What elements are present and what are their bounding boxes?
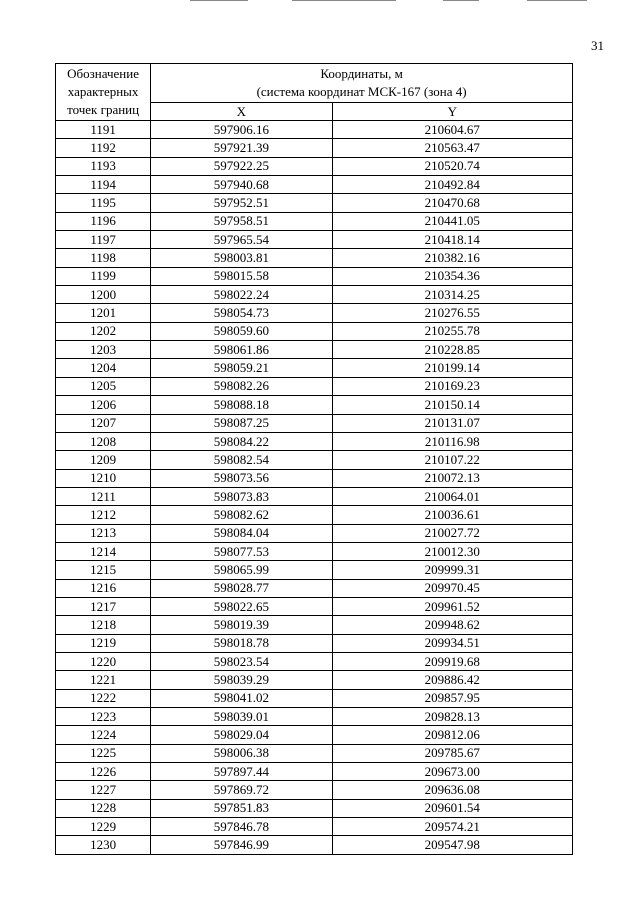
- x-coordinate-cell: 598087.25: [151, 414, 332, 432]
- point-cell: 1195: [56, 194, 151, 212]
- y-coordinate-cell: 210314.25: [332, 286, 572, 304]
- y-coordinate-cell: 209948.62: [332, 616, 572, 634]
- table-row: [56, 121, 573, 139]
- point-cell: 1222: [56, 689, 151, 707]
- x-coordinate-cell: 598082.54: [151, 451, 332, 469]
- table-row: [56, 799, 573, 817]
- point-header-line-3: точек границ: [67, 102, 140, 117]
- x-coordinate-cell: 598039.29: [151, 671, 332, 689]
- table-row: [56, 231, 573, 249]
- top-rule-1: [190, 0, 248, 1]
- table-row: [56, 212, 573, 230]
- x-coordinate-cell: 598059.60: [151, 322, 332, 340]
- point-cell: 1191: [56, 121, 151, 139]
- table-row: [56, 708, 573, 726]
- x-coordinate-cell: 598028.77: [151, 579, 332, 597]
- y-coordinate-cell: 210012.30: [332, 542, 572, 560]
- x-coordinate-cell: 598054.73: [151, 304, 332, 322]
- x-coordinate-cell: 598073.83: [151, 487, 332, 505]
- x-coordinate-cell: 597869.72: [151, 781, 332, 799]
- x-coordinate-cell: 598015.58: [151, 267, 332, 285]
- table-row: [56, 652, 573, 670]
- x-coordinate-cell: 597940.68: [151, 176, 332, 194]
- table-row: [56, 432, 573, 450]
- point-cell: 1217: [56, 597, 151, 615]
- y-coordinate-cell: 210107.22: [332, 451, 572, 469]
- table-row: [56, 341, 573, 359]
- table-row: [56, 267, 573, 285]
- top-rule-2: [292, 0, 396, 1]
- table-row: [56, 689, 573, 707]
- coordinates-title: Координаты, м: [320, 66, 403, 81]
- table-row: [56, 487, 573, 505]
- table-row: [56, 506, 573, 524]
- table-row: [56, 286, 573, 304]
- x-column-header: X: [151, 103, 332, 121]
- y-coordinate-cell: 209574.21: [332, 818, 572, 836]
- y-coordinate-cell: 209812.06: [332, 726, 572, 744]
- table-header-row: [56, 64, 573, 103]
- y-coordinate-cell: 210169.23: [332, 377, 572, 395]
- y-coordinate-cell: 210199.14: [332, 359, 572, 377]
- table-row: [56, 561, 573, 579]
- table-row: [56, 616, 573, 634]
- point-cell: 1196: [56, 212, 151, 230]
- point-cell: 1205: [56, 377, 151, 395]
- x-coordinate-cell: 598061.86: [151, 341, 332, 359]
- point-header-line-2: характерных: [67, 84, 139, 99]
- x-coordinate-cell: 597922.25: [151, 157, 332, 175]
- y-coordinate-cell: 209828.13: [332, 708, 572, 726]
- x-coordinate-cell: 597897.44: [151, 763, 332, 781]
- x-coordinate-cell: 598059.21: [151, 359, 332, 377]
- y-coordinate-cell: 210354.36: [332, 267, 572, 285]
- point-cell: 1203: [56, 341, 151, 359]
- x-coordinate-cell: 598088.18: [151, 396, 332, 414]
- point-cell: 1221: [56, 671, 151, 689]
- y-coordinate-cell: 210072.13: [332, 469, 572, 487]
- x-coordinate-cell: 598022.65: [151, 597, 332, 615]
- y-coordinate-cell: 210492.84: [332, 176, 572, 194]
- top-scan-rules: [0, 0, 640, 4]
- table-row: [56, 597, 573, 615]
- table-row: [56, 671, 573, 689]
- top-rule-4: [527, 0, 587, 1]
- y-coordinate-cell: 209547.98: [332, 836, 572, 854]
- point-cell: 1210: [56, 469, 151, 487]
- point-cell: 1201: [56, 304, 151, 322]
- y-coordinate-cell: 210036.61: [332, 506, 572, 524]
- y-coordinate-cell: 210027.72: [332, 524, 572, 542]
- top-rule-3: [443, 0, 479, 1]
- table-row: [56, 414, 573, 432]
- y-coordinate-cell: 209999.31: [332, 561, 572, 579]
- table-row: [56, 176, 573, 194]
- y-coordinate-cell: 210228.85: [332, 341, 572, 359]
- y-coordinate-cell: 210563.47: [332, 139, 572, 157]
- point-cell: 1226: [56, 763, 151, 781]
- point-cell: 1230: [56, 836, 151, 854]
- point-cell: 1211: [56, 487, 151, 505]
- table-row: [56, 726, 573, 744]
- y-coordinate-cell: 210382.16: [332, 249, 572, 267]
- point-cell: 1202: [56, 322, 151, 340]
- x-coordinate-cell: 597906.16: [151, 121, 332, 139]
- x-coordinate-cell: 598073.56: [151, 469, 332, 487]
- point-cell: 1214: [56, 542, 151, 560]
- table-row: [56, 377, 573, 395]
- point-cell: 1227: [56, 781, 151, 799]
- table-row: [56, 836, 573, 854]
- table-row: [56, 524, 573, 542]
- point-cell: 1198: [56, 249, 151, 267]
- point-cell: 1228: [56, 799, 151, 817]
- point-cell: 1219: [56, 634, 151, 652]
- table-row: [56, 818, 573, 836]
- y-coordinate-cell: 210276.55: [332, 304, 572, 322]
- y-coordinate-cell: 209673.00: [332, 763, 572, 781]
- y-coordinate-cell: 209785.67: [332, 744, 572, 762]
- table-row: [56, 322, 573, 340]
- point-cell: 1193: [56, 157, 151, 175]
- table-row: [56, 139, 573, 157]
- x-coordinate-cell: 597965.54: [151, 231, 332, 249]
- x-coordinate-cell: 597846.99: [151, 836, 332, 854]
- point-cell: 1225: [56, 744, 151, 762]
- table-row: [56, 157, 573, 175]
- x-coordinate-cell: 598082.26: [151, 377, 332, 395]
- table-row: [56, 542, 573, 560]
- x-coordinate-cell: 598082.62: [151, 506, 332, 524]
- y-coordinate-cell: 210131.07: [332, 414, 572, 432]
- x-coordinate-cell: 598018.78: [151, 634, 332, 652]
- x-coordinate-cell: 597846.78: [151, 818, 332, 836]
- point-cell: 1218: [56, 616, 151, 634]
- point-cell: 1223: [56, 708, 151, 726]
- y-coordinate-cell: 209970.45: [332, 579, 572, 597]
- x-coordinate-cell: 598084.04: [151, 524, 332, 542]
- y-coordinate-cell: 209857.95: [332, 689, 572, 707]
- table-row: [56, 249, 573, 267]
- point-cell: 1199: [56, 267, 151, 285]
- y-coordinate-cell: 210116.98: [332, 432, 572, 450]
- point-cell: 1215: [56, 561, 151, 579]
- x-coordinate-cell: 597921.39: [151, 139, 332, 157]
- x-coordinate-cell: 598019.39: [151, 616, 332, 634]
- y-coordinate-cell: 209886.42: [332, 671, 572, 689]
- y-coordinate-cell: 210255.78: [332, 322, 572, 340]
- page-number: 31: [591, 38, 604, 53]
- point-cell: 1220: [56, 652, 151, 670]
- coordinates-table-body: [56, 64, 573, 855]
- point-cell: 1224: [56, 726, 151, 744]
- x-coordinate-cell: 598023.54: [151, 652, 332, 670]
- y-coordinate-cell: 210604.67: [332, 121, 572, 139]
- y-coordinate-cell: 210064.01: [332, 487, 572, 505]
- x-coordinate-cell: 597952.51: [151, 194, 332, 212]
- point-cell: 1192: [56, 139, 151, 157]
- y-coordinate-cell: 209636.08: [332, 781, 572, 799]
- y-coordinate-cell: 210150.14: [332, 396, 572, 414]
- x-coordinate-cell: 598003.81: [151, 249, 332, 267]
- y-coordinate-cell: 210441.05: [332, 212, 572, 230]
- point-cell: 1212: [56, 506, 151, 524]
- point-cell: 1204: [56, 359, 151, 377]
- table-row: [56, 396, 573, 414]
- x-coordinate-cell: 598041.02: [151, 689, 332, 707]
- coordinates-header: [151, 64, 573, 103]
- point-column-header: [56, 64, 151, 121]
- x-coordinate-cell: 598006.38: [151, 744, 332, 762]
- table-row: [56, 781, 573, 799]
- point-cell: 1209: [56, 451, 151, 469]
- x-coordinate-cell: 598084.22: [151, 432, 332, 450]
- point-cell: 1206: [56, 396, 151, 414]
- y-coordinate-cell: 209919.68: [332, 652, 572, 670]
- table-row: [56, 744, 573, 762]
- point-cell: 1197: [56, 231, 151, 249]
- x-coordinate-cell: 598029.04: [151, 726, 332, 744]
- x-coordinate-cell: 597851.83: [151, 799, 332, 817]
- point-cell: 1200: [56, 286, 151, 304]
- y-column-header: Y: [332, 103, 572, 121]
- y-coordinate-cell: 210520.74: [332, 157, 572, 175]
- table-row: [56, 634, 573, 652]
- point-cell: 1229: [56, 818, 151, 836]
- coordinate-system-label: (система координат МСК-167 (зона 4): [256, 84, 467, 99]
- y-coordinate-cell: 209934.51: [332, 634, 572, 652]
- point-cell: 1194: [56, 176, 151, 194]
- table-row: [56, 359, 573, 377]
- point-cell: 1208: [56, 432, 151, 450]
- y-coordinate-cell: 209601.54: [332, 799, 572, 817]
- point-header-line-1: Обозначение: [67, 66, 139, 81]
- table-row: [56, 194, 573, 212]
- point-cell: 1216: [56, 579, 151, 597]
- y-coordinate-cell: 209961.52: [332, 597, 572, 615]
- point-cell: 1207: [56, 414, 151, 432]
- coordinates-table: [55, 63, 573, 855]
- x-coordinate-cell: 598077.53: [151, 542, 332, 560]
- table-row: [56, 451, 573, 469]
- table-row: [56, 469, 573, 487]
- table-row: [56, 579, 573, 597]
- table-row: [56, 763, 573, 781]
- x-coordinate-cell: 597958.51: [151, 212, 332, 230]
- point-cell: 1213: [56, 524, 151, 542]
- x-coordinate-cell: 598039.01: [151, 708, 332, 726]
- x-coordinate-cell: 598022.24: [151, 286, 332, 304]
- table-row: [56, 304, 573, 322]
- y-coordinate-cell: 210418.14: [332, 231, 572, 249]
- x-coordinate-cell: 598065.99: [151, 561, 332, 579]
- y-coordinate-cell: 210470.68: [332, 194, 572, 212]
